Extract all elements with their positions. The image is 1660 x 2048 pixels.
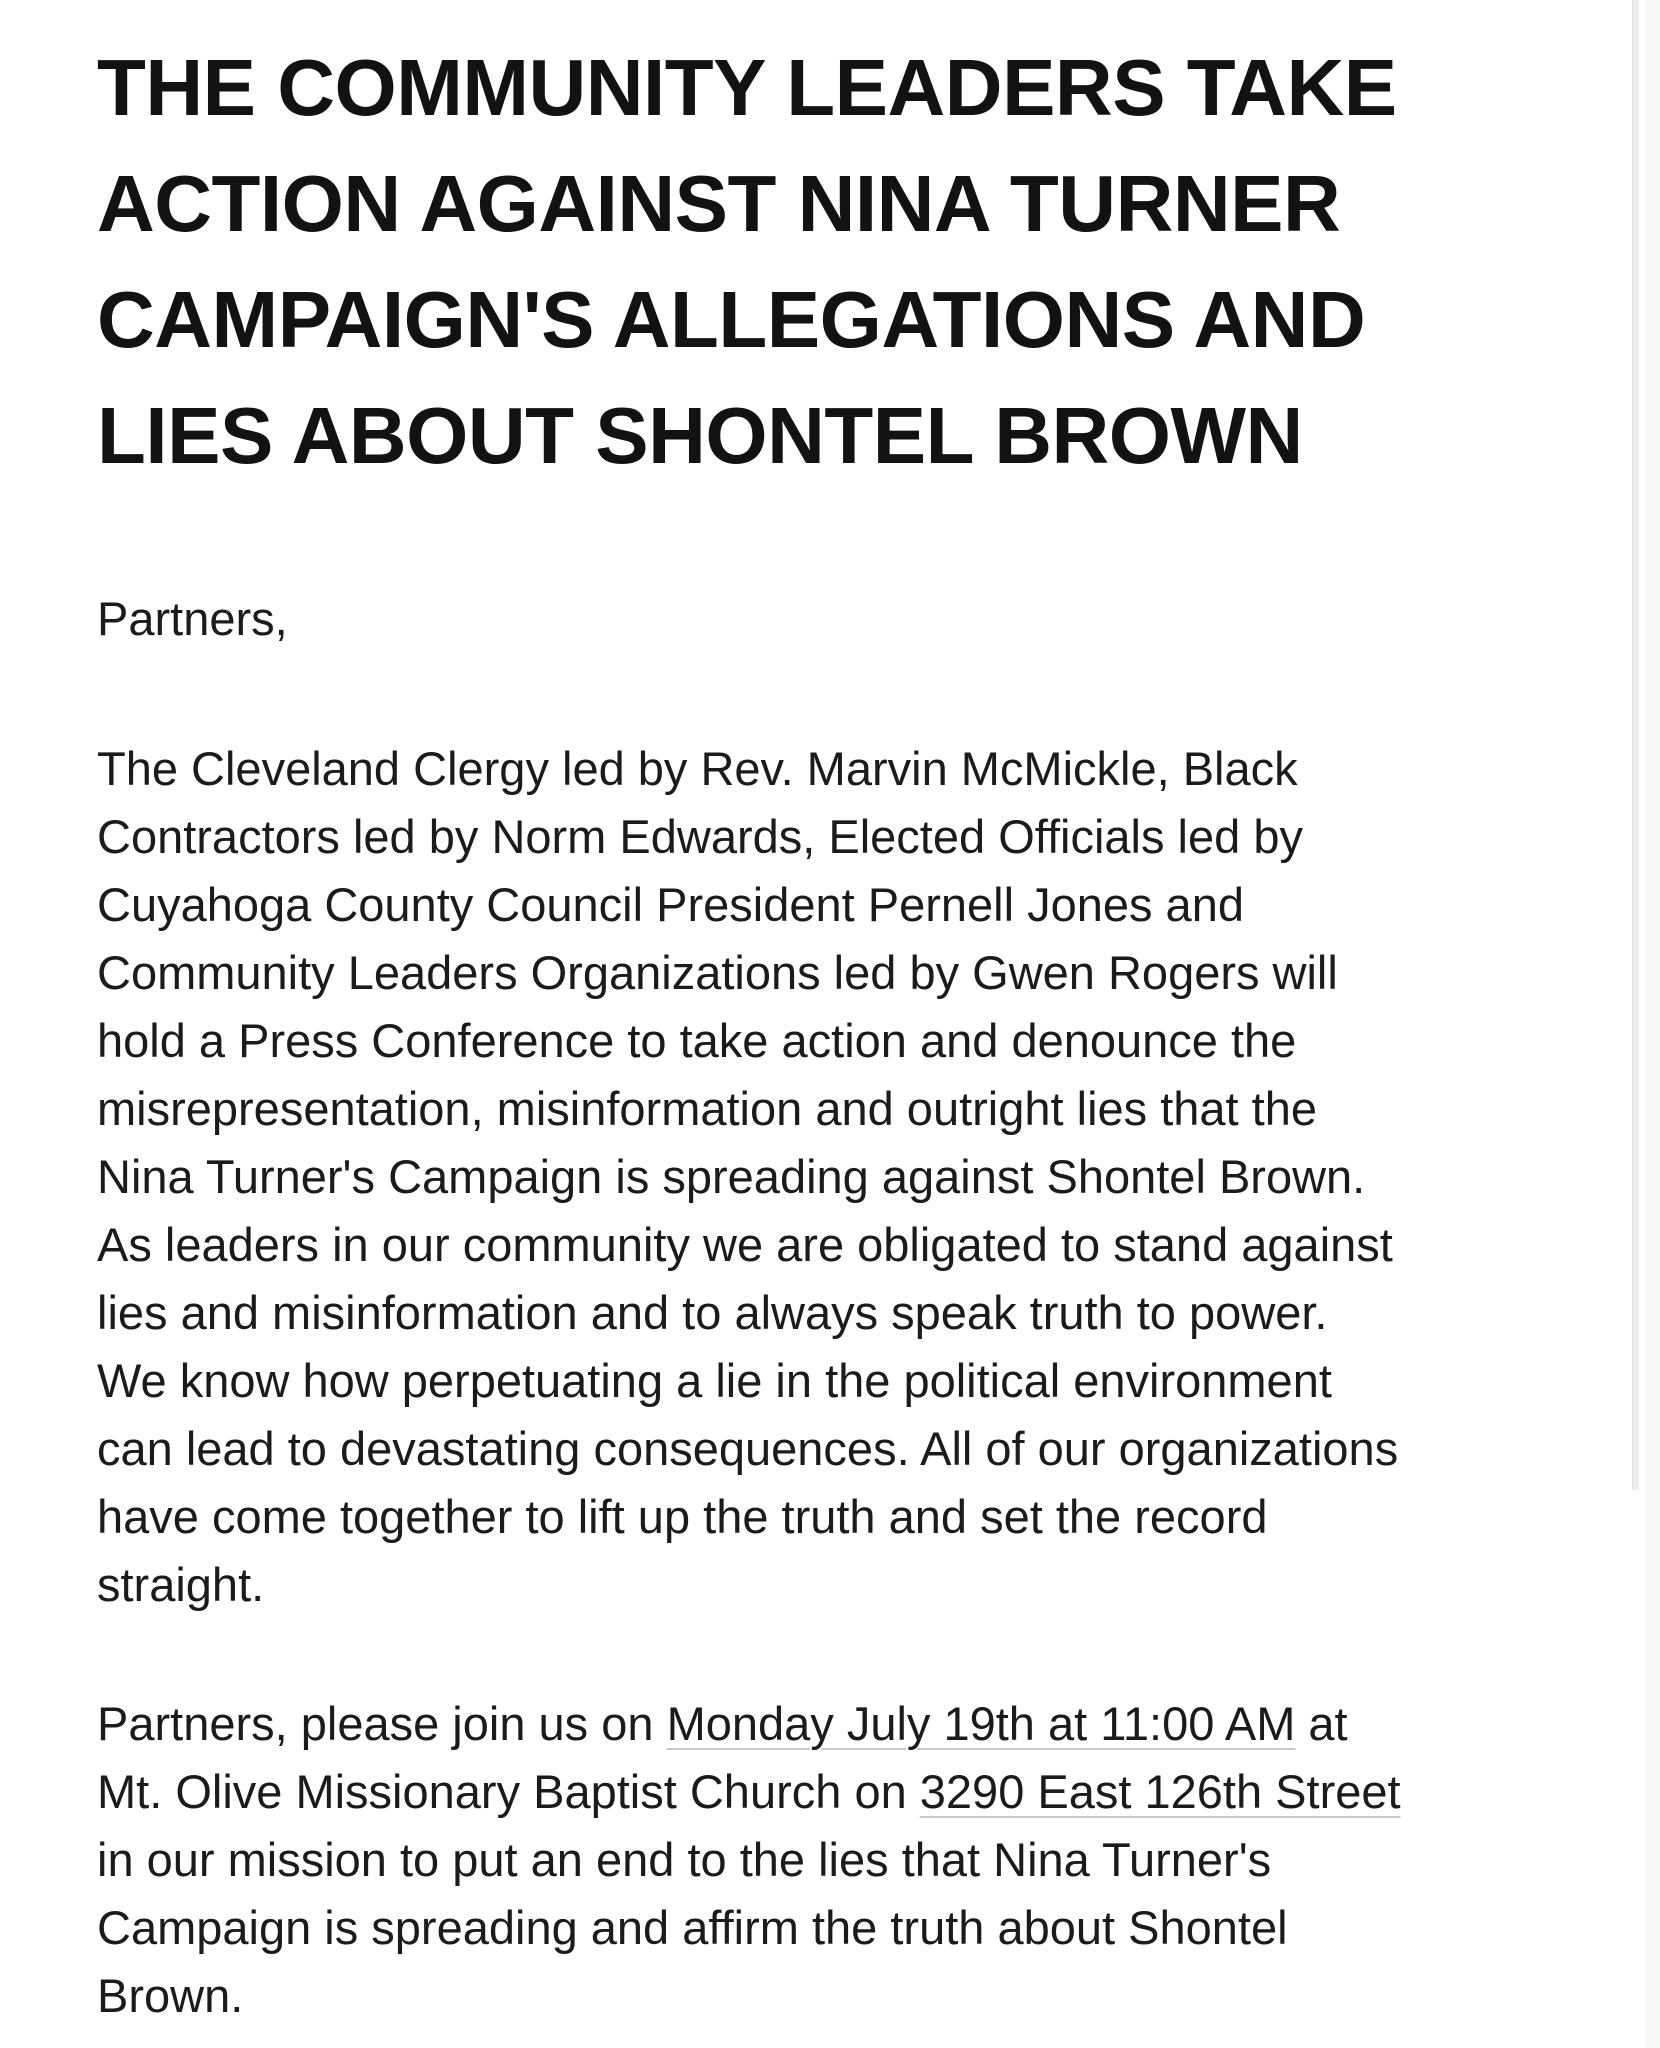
- title-line: LIES ABOUT SHONTEL BROWN: [97, 391, 1303, 480]
- invitation-line: Brown.: [97, 1969, 244, 2022]
- paragraph-line: lies and misinformation and to always speak truth to power.: [97, 1286, 1328, 1339]
- paragraph-line: can lead to devastating consequences. All of our organizations: [97, 1422, 1399, 1475]
- invitation-text: Mt. Olive Missionary Baptist Church on: [97, 1765, 920, 1818]
- page-title: [97, 30, 1617, 494]
- invitation-line: [97, 1690, 1401, 1758]
- paragraph-line: straight.: [97, 1558, 265, 1611]
- paragraph-line: Nina Turner's Campaign is spreading against Shontel Brown.: [97, 1150, 1366, 1203]
- title-line: THE COMMUNITY LEADERS TAKE: [97, 43, 1397, 132]
- paragraph-line: We know how perpetuating a lie in the political environment: [97, 1354, 1332, 1407]
- paragraph-line: The Cleveland Clergy led by Rev. Marvin McMickle, Black: [97, 742, 1298, 795]
- body-paragraph: [97, 735, 1398, 1619]
- document-content: [97, 30, 1617, 2022]
- paragraph-line: Community Leaders Organizations led by Gwen Rogers will: [97, 946, 1338, 999]
- event-address-link[interactable]: 3290 East 126th Street: [919, 1765, 1401, 1818]
- event-date-link[interactable]: Monday July 19th at 11:00 AM: [666, 1697, 1296, 1750]
- right-margin: [1645, 0, 1660, 2048]
- paragraph-line: As leaders in our community we are obligated to stand against: [97, 1218, 1393, 1271]
- paragraph-line: have come together to lift up the truth and set the record: [97, 1490, 1268, 1543]
- invitation-line: in our mission to put an end to the lies that Nina Turner's: [97, 1833, 1272, 1886]
- title-line: ACTION AGAINST NINA TURNER: [97, 159, 1341, 248]
- paragraph-line: Contractors led by Norm Edwards, Elected Officials led by: [97, 810, 1303, 863]
- invitation-line: Campaign is spreading and affirm the truth about Shontel: [97, 1901, 1288, 1954]
- invitation-line: [97, 1758, 1401, 1826]
- invitation-text: at: [1295, 1697, 1348, 1750]
- paragraph-line: hold a Press Conference to take action and denounce the: [97, 1014, 1297, 1067]
- invitation-text: Partners, please join us on: [97, 1697, 667, 1750]
- greeting: Partners,: [97, 592, 288, 645]
- title-line: CAMPAIGN'S ALLEGATIONS AND: [97, 275, 1366, 364]
- paragraph-line: Cuyahoga County Council President Pernell Jones and: [97, 878, 1244, 931]
- page-edge-shadow: [1632, 0, 1639, 1490]
- paragraph-line: misrepresentation, misinformation and outright lies that the: [97, 1082, 1318, 1135]
- invitation-paragraph: [97, 1690, 1401, 2030]
